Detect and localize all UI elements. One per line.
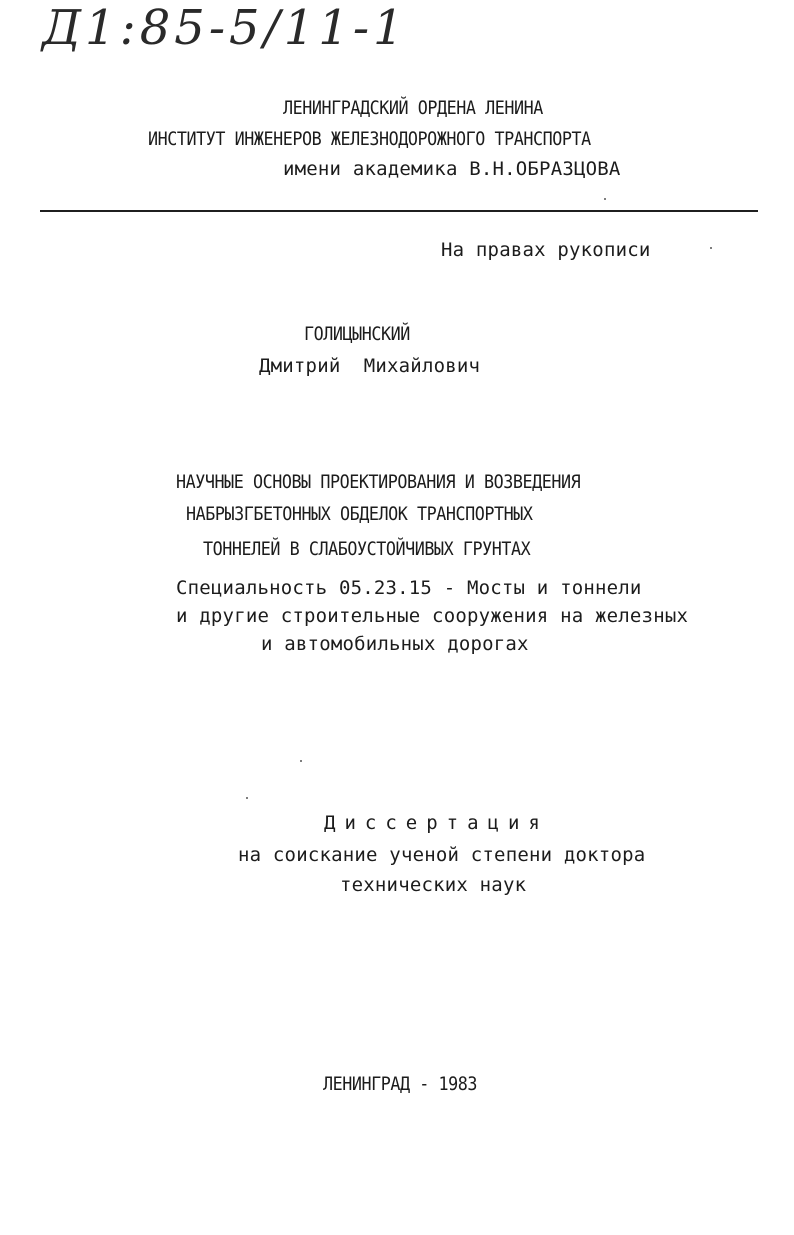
title-line-1: НАУЧНЫЕ ОСНОВЫ ПРОЕКТИРОВАНИЯ И ВОЗВЕДЕНИЯ <box>176 471 581 493</box>
header-divider <box>40 210 758 212</box>
specialty-line-2: и другие строительные сооружения на железных <box>176 605 689 627</box>
title-line-3: ТОННЕЛЕЙ В СЛАБОУСТОЙЧИВЫХ ГРУНТАХ <box>203 538 531 560</box>
place-and-year: ЛЕНИНГРАД - 1983 <box>323 1073 478 1095</box>
scan-speck <box>710 247 712 249</box>
degree-line-2: на соискание ученой степени доктора <box>238 844 646 866</box>
scan-speck <box>604 198 606 200</box>
degree-type: Диссертация <box>324 812 549 834</box>
institution-line-1: ЛЕНИНГРАДСКИЙ ОРДЕНА ЛЕНИНА <box>283 97 543 119</box>
archive-handwritten-mark: Д1:85-5/11-1 <box>42 0 408 56</box>
title-line-2: НАБРЫЗГБЕТОННЫХ ОБДЕЛОК ТРАНСПОРТНЫХ <box>186 503 533 525</box>
degree-line-3: технических наук <box>340 874 527 896</box>
author-surname: ГОЛИЦЫНСКИЙ <box>304 323 410 345</box>
institution-line-2: ИНСТИТУТ ИНЖЕНЕРОВ ЖЕЛЕЗНОДОРОЖНОГО ТРАНСПОРТА <box>148 128 591 150</box>
scan-speck <box>300 760 302 762</box>
scan-speck <box>246 797 248 799</box>
specialty-line-3: и автомобильных дорогах <box>261 633 529 655</box>
manuscript-note: На правах рукописи <box>441 239 651 261</box>
author-given-names: Дмитрий Михайлович <box>259 355 481 377</box>
specialty-line-1: Специальность 05.23.15 - Мосты и тоннели <box>176 577 642 599</box>
institution-line-3: имени академика В.Н.ОБРАЗЦОВА <box>283 158 621 180</box>
